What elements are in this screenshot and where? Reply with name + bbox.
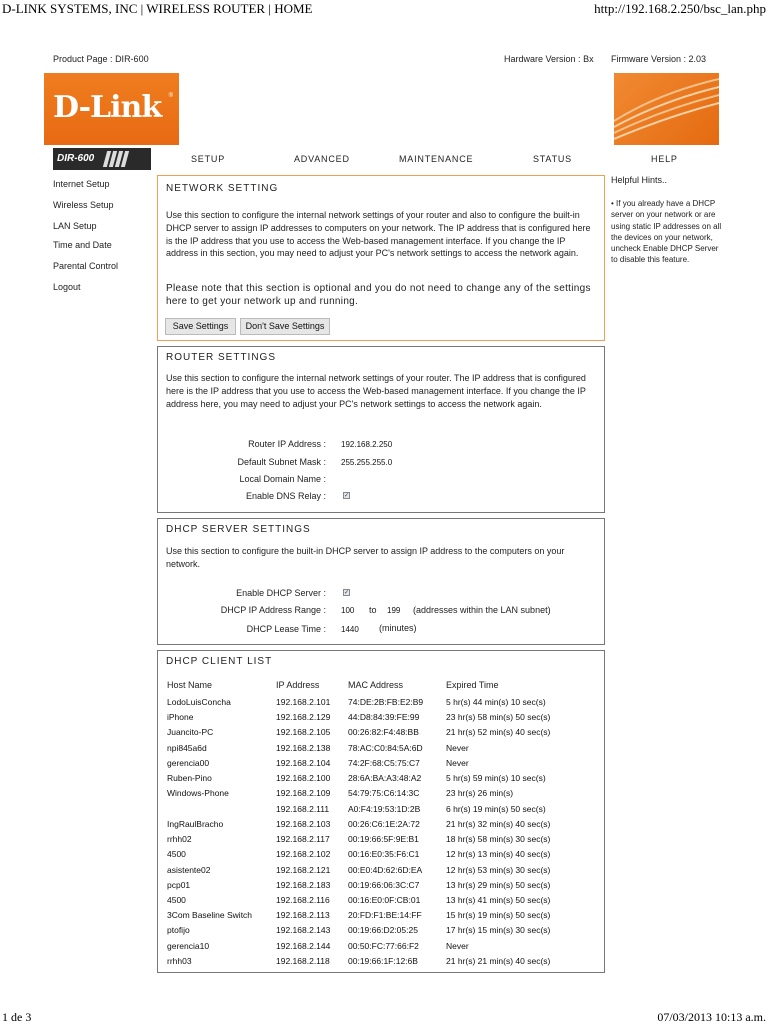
ip-address-cell: 192.168.2.118: [276, 955, 330, 966]
network-setting-panel: [157, 175, 605, 341]
host-name-cell: asistente02: [167, 864, 211, 875]
product-page: [53, 54, 149, 64]
expired-time-cell: 23 hr(s) 26 min(s): [446, 788, 514, 799]
print-datetime: 07/03/2013 10:13 a.m.: [657, 1010, 766, 1024]
expired-time-cell: 12 hr(s) 13 min(s) 40 sec(s): [446, 849, 551, 860]
hardware-label: Hardware Version :: [504, 54, 581, 64]
ip-address-cell: 192.168.2.105: [276, 727, 331, 738]
table-row: [158, 956, 604, 971]
print-page-number: 1 de 3: [2, 1010, 32, 1024]
expired-time-cell: 23 hr(s) 58 min(s) 50 sec(s): [446, 712, 551, 723]
expired-time-cell: 21 hr(s) 21 min(s) 40 sec(s): [446, 955, 551, 966]
expired-time-cell: 13 hr(s) 41 min(s) 50 sec(s): [446, 894, 551, 905]
host-name-cell: gerencia00: [167, 757, 210, 768]
expired-time-cell: 17 hr(s) 15 min(s) 30 sec(s): [446, 925, 551, 936]
host-name-cell: rrhh03: [167, 955, 192, 966]
tab-help[interactable]: HELP: [651, 154, 678, 164]
host-name-cell: 4500: [167, 894, 186, 905]
host-name-cell: 4500: [167, 849, 186, 860]
router-ip-input[interactable]: 192.168.2.250: [341, 440, 393, 449]
print-url: http://192.168.2.250/bsc_lan.php: [594, 1, 766, 16]
model-name: DIR-600: [57, 153, 95, 164]
mac-address-cell: 00:26:82:F4:48:BB: [348, 727, 419, 738]
sidebar-item-wireless-setup[interactable]: Wireless Setup: [53, 200, 114, 210]
ip-address-cell: 192.168.2.102: [276, 849, 331, 860]
host-name-cell: LodoLuisConcha: [167, 697, 231, 707]
dlink-logo: [44, 73, 179, 145]
dns-relay-checkbox[interactable]: ✓: [344, 493, 350, 499]
table-row: [158, 743, 604, 758]
tab-status[interactable]: STATUS: [533, 154, 572, 164]
mac-address-cell: 00:26:C6:1E:2A:72: [348, 818, 420, 829]
table-row: [158, 819, 604, 834]
host-name-cell: ptofijo: [167, 925, 190, 936]
firmware-version: [611, 54, 706, 64]
dhcp-range-start-input[interactable]: 100: [341, 606, 355, 615]
mac-address-cell: 00:16:E0:35:F6:C1: [348, 849, 420, 860]
table-row: [158, 788, 604, 803]
mac-address-cell: A0:F4:19:53:1D:2B: [348, 803, 421, 814]
host-name-cell: iPhone: [167, 712, 194, 723]
stripes-decoration: [105, 151, 129, 172]
host-name-cell: rrhh02: [167, 834, 192, 845]
mac-address-cell: 00:19:66:5F:9E:B1: [348, 834, 419, 845]
logo-text: D-Link: [53, 90, 162, 125]
mac-address-cell: 20:FD:F1:BE:14:FF: [348, 910, 422, 921]
ip-address-cell: 192.168.2.183: [276, 879, 331, 890]
sidebar-item-time-and-date[interactable]: Time and Date: [53, 240, 112, 250]
expired-time-cell: 5 hr(s) 44 min(s) 10 sec(s): [446, 697, 546, 707]
hardware-value: Bx: [583, 54, 594, 64]
registered-mark-icon: ®: [168, 93, 173, 99]
mac-address-cell: 00:16:E0:0F:CB:01: [348, 894, 421, 905]
table-row: [158, 925, 604, 940]
mac-address-cell: 74:2F:68:C5:75:C7: [348, 757, 420, 768]
ip-address-cell: 192.168.2.121: [276, 864, 331, 875]
table-row: [158, 804, 604, 819]
expired-time-cell: 13 hr(s) 29 min(s) 50 sec(s): [446, 879, 551, 890]
table-row: [158, 712, 604, 727]
sidebar-item-logout[interactable]: Logout: [53, 282, 81, 292]
mac-address-cell: 78:AC:C0:84:5A:6D: [348, 742, 423, 753]
router-settings-title: ROUTER SETTINGS: [166, 352, 277, 363]
model-bar: [53, 148, 151, 170]
helpful-hints-title: Helpful Hints..: [611, 175, 668, 185]
tab-maintenance[interactable]: MAINTENANCE: [399, 154, 474, 164]
expired-time-cell: Never: [446, 940, 469, 951]
ip-address-cell: 192.168.2.138: [276, 742, 331, 753]
save-settings-button[interactable]: Save Settings: [165, 318, 236, 335]
product-label: Product Page :: [53, 54, 113, 64]
dhcp-server-title: DHCP SERVER SETTINGS: [166, 524, 311, 535]
enable-dhcp-checkbox[interactable]: ✓: [344, 590, 350, 596]
ip-address-cell: 192.168.2.101: [276, 697, 331, 707]
expired-time-cell: Never: [446, 757, 469, 768]
host-name-cell: gerencia10: [167, 940, 210, 951]
sidebar-item-internet-setup[interactable]: Internet Setup: [53, 179, 110, 189]
ip-address-cell: 192.168.2.100: [276, 773, 331, 784]
network-setting-note: Please note that this section is optional and you do not need to change any of the settings here to get your network up and running.: [166, 283, 591, 307]
table-row: [158, 895, 604, 910]
expired-time-cell: 21 hr(s) 32 min(s) 40 sec(s): [446, 818, 551, 829]
ip-address-cell: 192.168.2.116: [276, 894, 330, 905]
dhcp-client-list-title: DHCP CLIENT LIST: [166, 656, 273, 667]
mac-address-cell: 00:19:66:06:3C:C7: [348, 879, 420, 890]
ip-address-cell: 192.168.2.117: [276, 834, 330, 845]
host-name-cell: pcp01: [167, 879, 191, 890]
lease-time-input[interactable]: 1440: [341, 625, 359, 634]
lease-time-unit: (minutes): [379, 623, 417, 633]
network-setting-title: NETWORK SETTING: [166, 183, 279, 194]
expired-time-cell: 12 hr(s) 53 min(s) 30 sec(s): [446, 864, 551, 875]
router-settings-panel: [157, 346, 605, 513]
wave-art-icon: [614, 73, 719, 145]
table-row: [158, 727, 604, 742]
dhcp-range-to: to: [369, 605, 377, 615]
dhcp-range-end-input[interactable]: 199: [387, 606, 401, 615]
table-row: [158, 834, 604, 849]
expired-time-cell: 15 hr(s) 19 min(s) 50 sec(s): [446, 910, 551, 921]
lease-time-label: DHCP Lease Time :: [246, 624, 326, 634]
table-row: [158, 758, 604, 773]
product-value: DIR-600: [115, 54, 149, 64]
table-row: [158, 910, 604, 925]
host-name-cell: Juancito-PC: [167, 727, 214, 738]
dns-relay-label: Enable DNS Relay :: [245, 491, 326, 501]
host-name-cell: IngRaulBracho: [167, 818, 224, 829]
table-row: [158, 773, 604, 788]
mac-address-cell: 00:19:66:1F:12:6B: [348, 955, 418, 966]
host-name-cell: 3Com Baseline Switch: [167, 910, 253, 921]
hardware-version: [504, 54, 594, 64]
router-settings-description: Use this section to configure the internal network settings of your router. The IP address that is configured here is the IP address that you use to access the Web-based management interface. If you change the IP address here, you may need to adjust your PC's network settings to access the network again.: [166, 373, 586, 409]
ip-address-cell: 192.168.2.109: [276, 788, 331, 799]
table-row: [158, 880, 604, 895]
dhcp-server-description: Use this section to configure the built-in DHCP server to assign IP address to the computers on your network.: [166, 546, 565, 569]
enable-dhcp-label: Enable DHCP Server :: [236, 588, 326, 598]
router-ip-label: Router IP Address :: [248, 439, 326, 449]
expired-time-cell: 5 hr(s) 59 min(s) 10 sec(s): [446, 773, 546, 784]
host-name-cell: Ruben-Pino: [167, 773, 212, 784]
ip-address-cell: 192.168.2.129: [276, 712, 331, 723]
expired-time-cell: 18 hr(s) 58 min(s) 30 sec(s): [446, 834, 551, 845]
mac-address-cell: 74:DE:2B:FB:E2:B9: [348, 697, 424, 707]
firmware-value: 2.03: [688, 54, 707, 64]
tab-advanced[interactable]: ADVANCED: [294, 154, 350, 164]
table-row: [158, 941, 604, 956]
dhcp-range-note: (addresses within the LAN subnet): [413, 605, 551, 615]
mac-address-cell: 54:79:75:C6:14:3C: [348, 788, 420, 799]
mac-address-cell: 00:50:FC:77:66:F2: [348, 940, 419, 951]
table-row: [158, 849, 604, 864]
mac-address-cell: 44:D8:84:39:FE:99: [348, 712, 420, 723]
subnet-mask-input[interactable]: 255.255.255.0: [341, 458, 393, 467]
sidebar-item-parental-control[interactable]: Parental Control: [53, 261, 119, 271]
expired-time-cell: 21 hr(s) 52 min(s) 40 sec(s): [446, 727, 551, 738]
dhcp-range-label: DHCP IP Address Range :: [220, 605, 326, 615]
ip-address-cell: 192.168.2.103: [276, 818, 331, 829]
header-wave-art: [614, 73, 719, 145]
expired-time-cell: Never: [446, 742, 469, 753]
column-header-mac-address: MAC Address: [348, 680, 404, 690]
helpful-hints-body: • If you already have a DHCP server on your network or are using static IP addresses on all the devices on your network, uncheck Enable DHCP Server to disable this feature.: [611, 199, 722, 265]
ip-address-cell: 192.168.2.111: [276, 803, 330, 814]
tab-setup[interactable]: SETUP: [191, 154, 226, 164]
table-row: [158, 697, 604, 712]
subnet-mask-label: Default Subnet Mask :: [237, 457, 326, 467]
sidebar-item-lan-setup[interactable]: LAN Setup: [53, 221, 97, 231]
mac-address-cell: 28:6A:BA:A3:48:A2: [348, 773, 422, 784]
ip-address-cell: 192.168.2.113: [276, 910, 330, 921]
mac-address-cell: 00:19:66:D2:05:25: [348, 925, 418, 936]
mac-address-cell: 00:E0:4D:62:6D:EA: [348, 864, 423, 875]
table-row: [158, 865, 604, 880]
local-domain-label: Local Domain Name :: [239, 474, 326, 484]
host-name-cell: npi845a6d: [167, 742, 207, 753]
column-header-host-name: Host Name: [167, 680, 213, 690]
firmware-label: Firmware Version :: [611, 54, 687, 64]
expired-time-cell: 6 hr(s) 19 min(s) 50 sec(s): [446, 803, 546, 814]
host-name-cell: Windows-Phone: [167, 788, 229, 799]
column-header-expired-time: Expired Time: [446, 680, 499, 690]
ip-address-cell: 192.168.2.144: [276, 940, 331, 951]
print-title: D-LINK SYSTEMS, INC | WIRELESS ROUTER | HOME: [2, 1, 313, 16]
network-setting-description: Use this section to configure the internal network settings of your router and also to configure the built-in DHCP server to assign IP addresses to computers on your network. The IP address that is configured here is the IP address that you use to access the Web-based management interface. If you change the IP address in this section, you may need to adjust your PC's network settings to access the network again.: [166, 210, 591, 259]
ip-address-cell: 192.168.2.104: [276, 757, 331, 768]
ip-address-cell: 192.168.2.143: [276, 925, 331, 936]
dont-save-settings-button[interactable]: Don't Save Settings: [240, 318, 330, 335]
column-header-ip-address: IP Address: [276, 680, 320, 690]
